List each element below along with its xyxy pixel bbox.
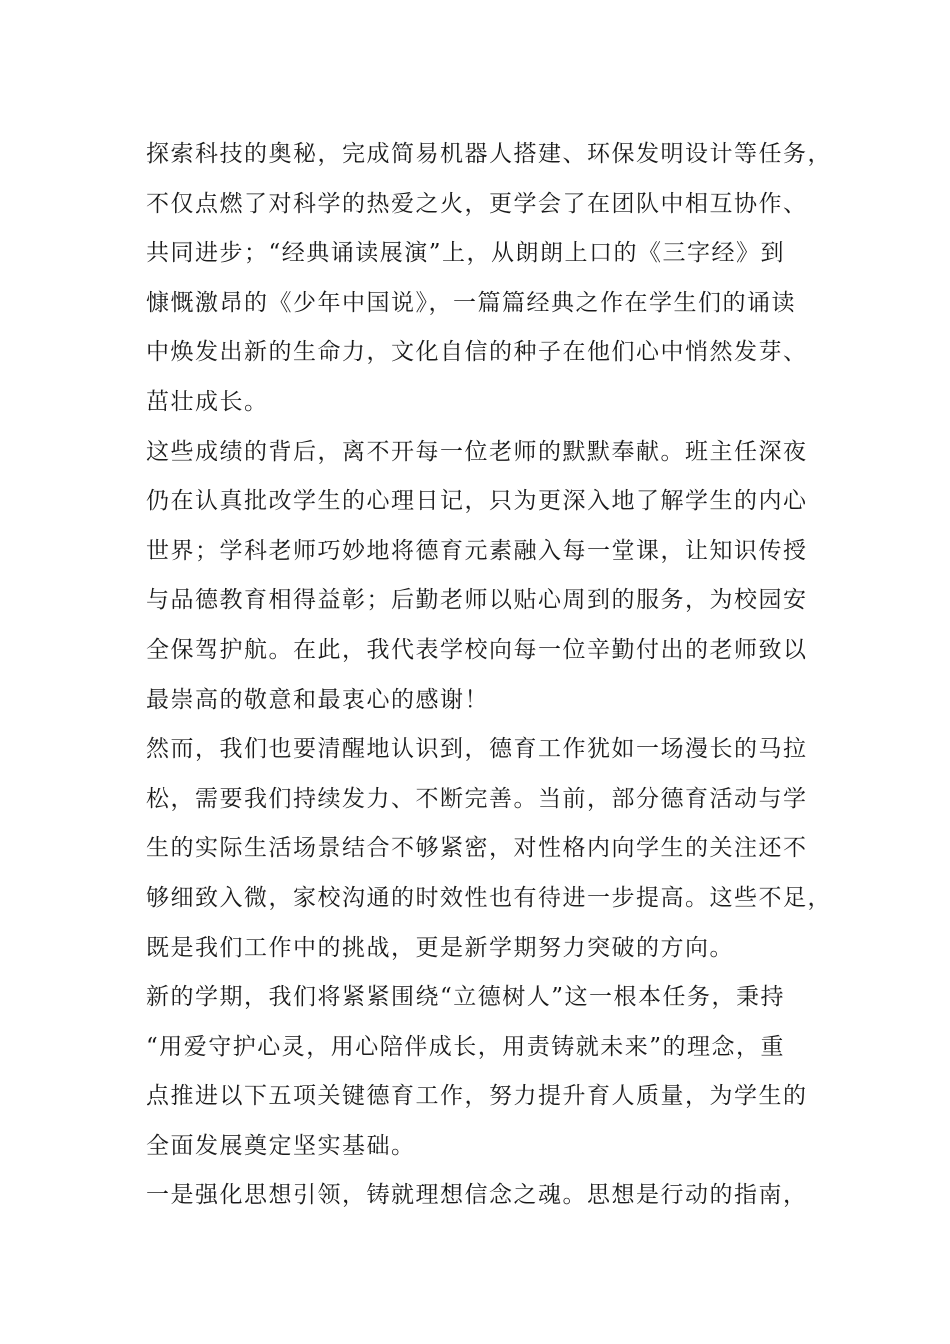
text-line: 然而，我们也要清醒地认识到，德育工作犹如一场漫长的马拉 xyxy=(146,736,808,763)
text-line: 世界；学科老师巧妙地将德育元素融入每一堂课，让知识传授 xyxy=(146,537,808,564)
text-line: 与品德教育相得益彰；后勤老师以贴心周到的服务，为校园安 xyxy=(146,587,808,614)
text-line: “用爱守护心灵，用心陪伴成长，用责铸就未来”的理念，重 xyxy=(146,1033,786,1060)
text-line: 生的实际生活场景结合不够紧密，对性格内向学生的关注还不 xyxy=(146,835,808,862)
text-line: 不仅点燃了对科学的热爱之火，更学会了在团队中相互协作、 xyxy=(146,190,808,217)
text-line: 够细致入微，家校沟通的时效性也有待进一步提高。这些不足， xyxy=(146,884,832,911)
text-line: 全保驾护航。在此，我代表学校向每一位辛勤付出的老师致以 xyxy=(146,636,808,663)
text-line: 一是强化思想引领，铸就理想信念之魂。思想是行动的指南， xyxy=(146,1182,808,1209)
text-line: 全面发展奠定坚实基础。 xyxy=(146,1132,416,1159)
text-line: 这些成绩的背后，离不开每一位老师的默默奉献。班主任深夜 xyxy=(146,438,808,465)
text-line: 既是我们工作中的挑战，更是新学期努力突破的方向。 xyxy=(146,934,734,961)
body-text xyxy=(146,130,832,1221)
text-line: 茁壮成长。 xyxy=(146,388,269,415)
text-line: 最崇高的敬意和最衷心的感谢！ xyxy=(146,686,489,713)
text-line: 点推进以下五项关键德育工作，努力提升育人质量，为学生的 xyxy=(146,1083,808,1110)
text-line: 探索科技的奥秘，完成简易机器人搭建、环保发明设计等任务， xyxy=(146,141,832,167)
text-line: 共同进步；“经典诵读展演”上，从朗朗上口的《三字经》到 xyxy=(146,240,786,267)
text-line: 慷慨激昂的《少年中国说》，一篇篇经典之作在学生们的诵读 xyxy=(146,289,796,316)
text-line: 中焕发出新的生命力，文化自信的种子在他们心中悄然发芽、 xyxy=(146,339,808,366)
text-line: 新的学期，我们将紧紧围绕“立德树人”这一根本任务，秉持 xyxy=(146,984,786,1011)
text-line: 仍在认真批改学生的心理日记，只为更深入地了解学生的内心 xyxy=(146,488,808,515)
text-line: 松，需要我们持续发力、不断完善。当前，部分德育活动与学 xyxy=(146,785,808,812)
